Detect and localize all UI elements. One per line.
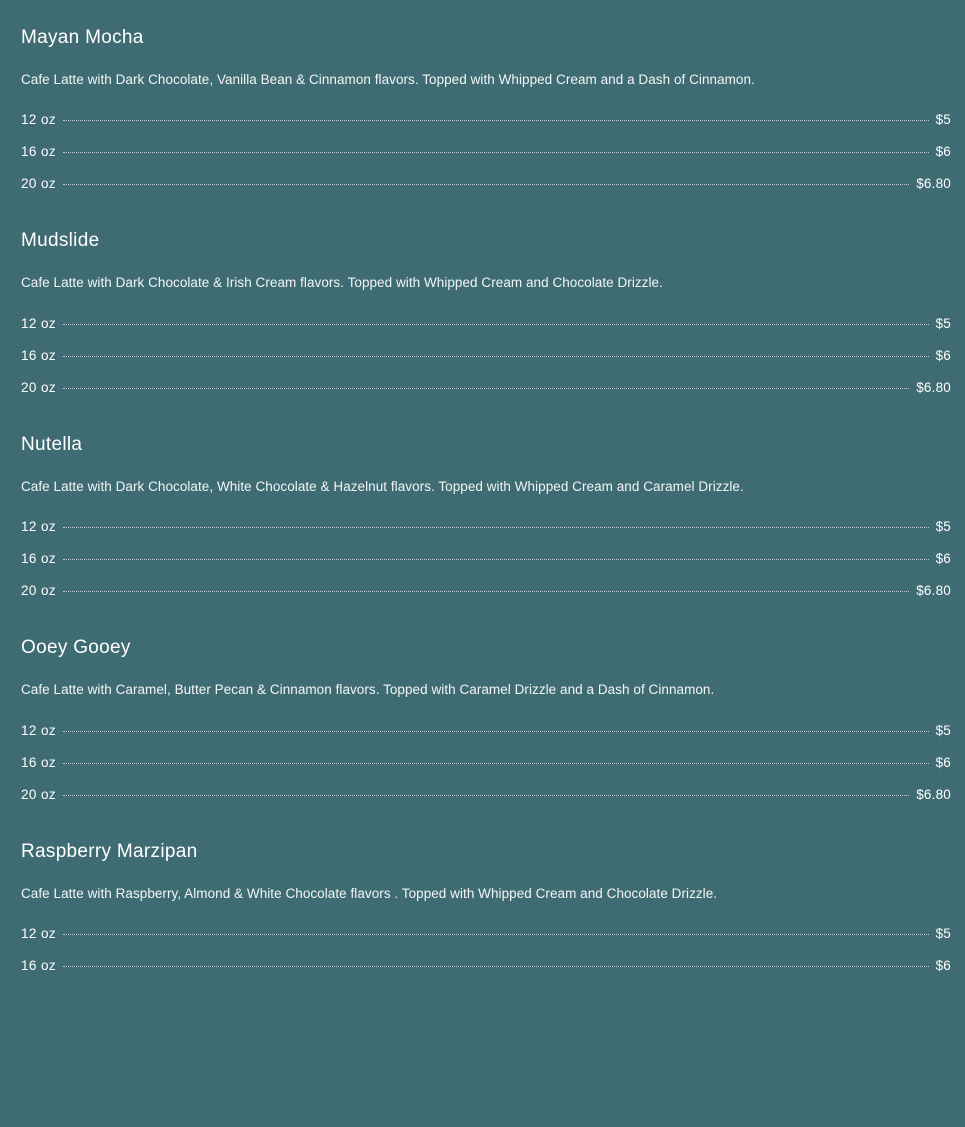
- size-label: 12 oz: [21, 315, 57, 331]
- menu-item-name: Nutella: [21, 433, 83, 455]
- menu-item-description: Cafe Latte with Raspberry, Almond & White Chocolate flavors . Topped with Whipped Cream and Chocolate Drizzle.: [21, 885, 718, 901]
- size-label: 16 oz: [21, 754, 57, 770]
- leader-dots: [63, 355, 929, 357]
- leader-dots: [63, 730, 929, 732]
- menu-item-name: Mudslide: [21, 230, 100, 252]
- size-price: $5: [935, 926, 951, 942]
- size-price: $5: [935, 722, 951, 738]
- menu-item-size-row: [21, 519, 951, 534]
- menu-item-size-row: [21, 112, 951, 127]
- size-price: $6: [935, 144, 951, 160]
- menu-item: [21, 28, 951, 191]
- size-label: 12 oz: [21, 722, 57, 738]
- size-price: $5: [935, 519, 951, 535]
- menu-item-size-row: [21, 926, 951, 941]
- leader-dots: [63, 762, 929, 764]
- size-label: 12 oz: [21, 926, 57, 942]
- size-price: $6: [935, 754, 951, 770]
- menu-item-size-row: [21, 755, 951, 770]
- size-price: $6.80: [916, 379, 951, 395]
- menu-item-description: Cafe Latte with Dark Chocolate, White Chocolate & Hazelnut flavors. Topped with Whipped Cream and Caramel Drizzle.: [21, 478, 744, 494]
- size-label: 16 oz: [21, 958, 57, 974]
- menu-item-size-row: [21, 348, 951, 363]
- menu-item: [21, 435, 951, 598]
- size-label: 16 oz: [21, 144, 57, 160]
- size-label: 20 oz: [21, 379, 57, 395]
- size-label: 16 oz: [21, 551, 57, 567]
- menu-item-size-row: [21, 144, 951, 159]
- size-label: 20 oz: [21, 583, 57, 599]
- menu-item-size-row: [21, 583, 951, 598]
- size-label: 16 oz: [21, 347, 57, 363]
- size-label: 20 oz: [21, 786, 57, 802]
- size-price: $6.80: [916, 176, 951, 192]
- menu-item-size-row: [21, 958, 951, 973]
- size-label: 20 oz: [21, 176, 57, 192]
- leader-dots: [63, 558, 929, 560]
- menu-item-name: Mayan Mocha: [21, 27, 144, 48]
- menu-item: [21, 231, 951, 394]
- leader-dots: [63, 526, 929, 528]
- leader-dots: [63, 933, 929, 935]
- size-price: $5: [935, 315, 951, 331]
- size-label: 12 oz: [21, 112, 57, 128]
- size-price: $6: [935, 958, 951, 974]
- size-label: 12 oz: [21, 519, 57, 535]
- menu-item-size-row: [21, 787, 951, 802]
- menu-item-size-row: [21, 380, 951, 395]
- leader-dots: [63, 119, 929, 121]
- menu-item-size-row: [21, 723, 951, 738]
- size-price: $6.80: [916, 786, 951, 802]
- leader-dots: [63, 590, 909, 592]
- menu-item: [21, 638, 951, 801]
- size-price: $5: [935, 112, 951, 128]
- menu-item-description: Cafe Latte with Caramel, Butter Pecan & Cinnamon flavors. Topped with Caramel Drizzle and a Dash of Cinnamon.: [21, 682, 715, 698]
- leader-dots: [63, 323, 929, 325]
- menu-item-name: Ooey Gooey: [21, 637, 131, 659]
- size-price: $6: [935, 551, 951, 567]
- leader-dots: [63, 183, 909, 185]
- leader-dots: [63, 965, 929, 967]
- size-price: $6.80: [916, 583, 951, 599]
- menu-item-size-row: [21, 176, 951, 191]
- leader-dots: [63, 794, 909, 796]
- leader-dots: [63, 387, 909, 389]
- menu-item-size-row: [21, 316, 951, 331]
- menu-item: [21, 842, 951, 973]
- menu-item-size-row: [21, 551, 951, 566]
- leader-dots: [63, 151, 929, 153]
- size-price: $6: [935, 347, 951, 363]
- menu-item-description: Cafe Latte with Dark Chocolate, Vanilla Bean & Cinnamon flavors. Topped with Whipped Cream and a Dash of Cinnamon.: [21, 71, 755, 87]
- menu-item-name: Raspberry Marzipan: [21, 840, 198, 862]
- menu-item-description: Cafe Latte with Dark Chocolate & Irish Cream flavors. Topped with Whipped Cream and Chocolate Drizzle.: [21, 275, 663, 291]
